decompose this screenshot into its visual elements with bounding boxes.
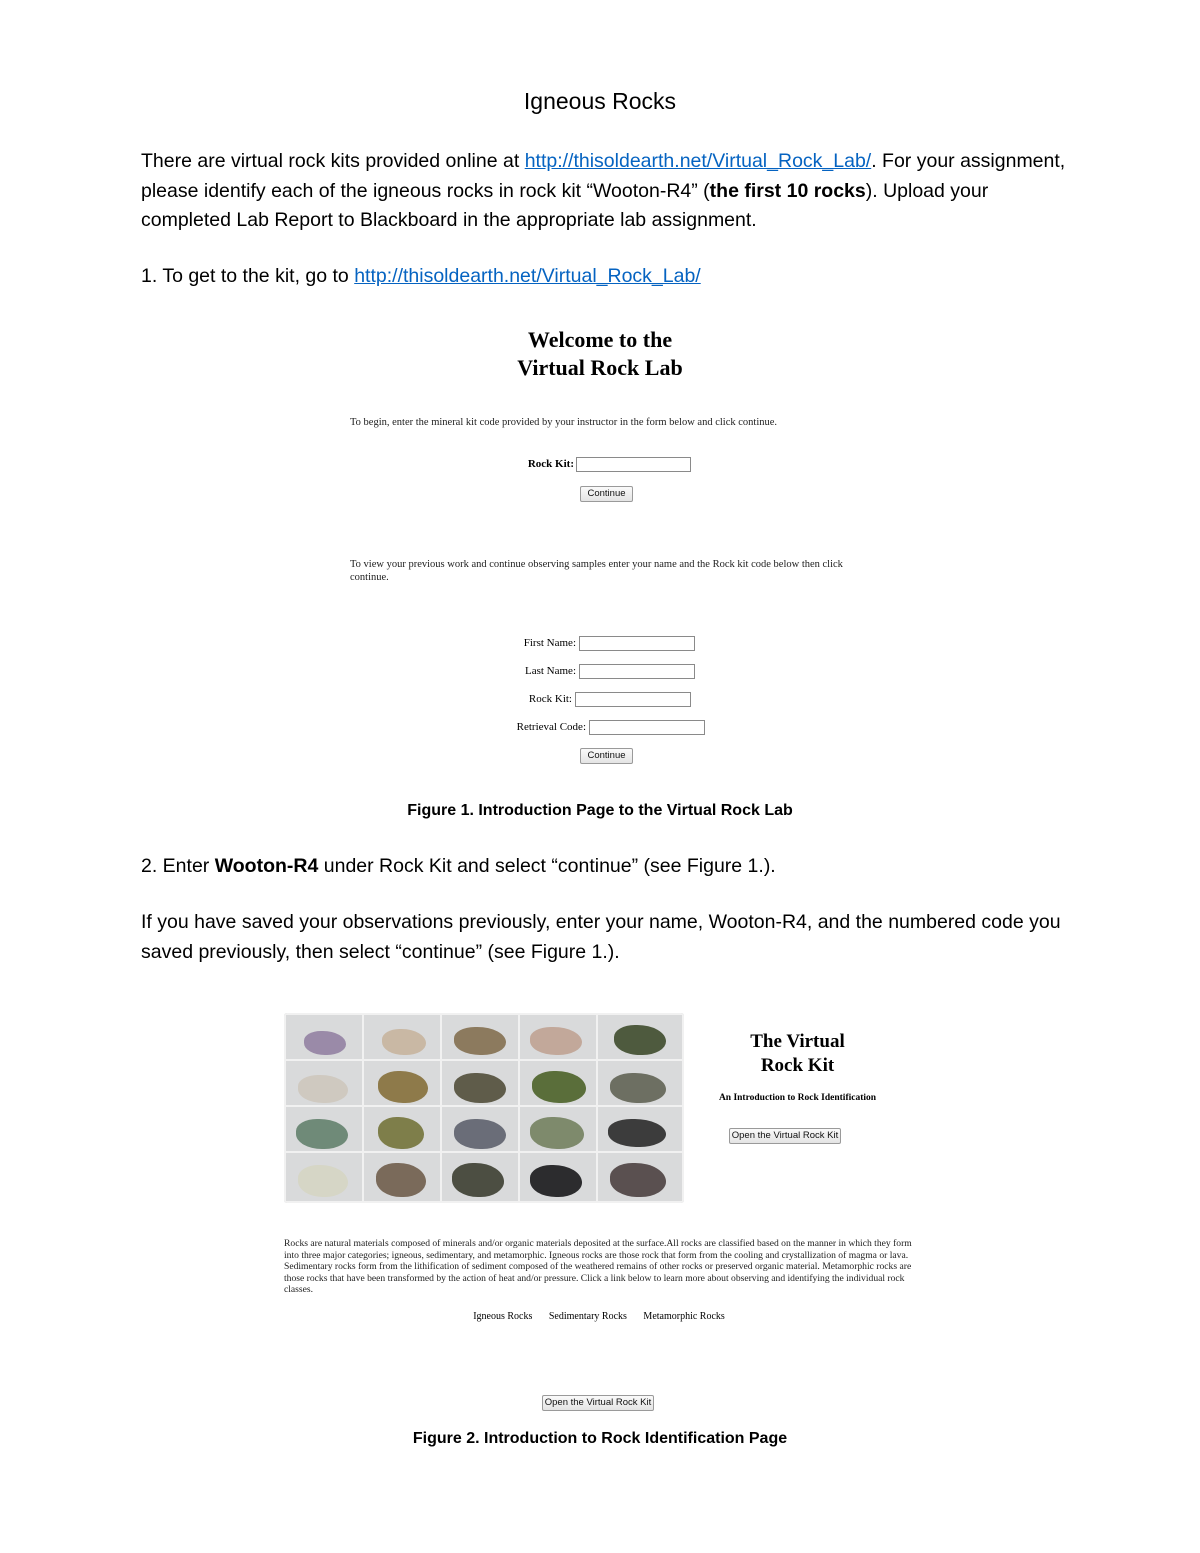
begin-instructions: To begin, enter the mineral kit code provided by your instructor in the form below and click continue. [350, 417, 778, 428]
kit-title-line-1: The Virtual [750, 1031, 845, 1052]
step-2-text-1: 2. Enter [141, 855, 215, 877]
previous-work-instructions: To view your previous work and continue observing samples enter your name and the Rock kit code below then click continue. [350, 559, 843, 583]
figure-1-caption: Figure 1. Introduction Page to the Virtual Rock Lab [407, 802, 793, 819]
rock-kit-label: Rock Kit: [527, 458, 574, 470]
step-2-text-2: under Rock Kit and select “continue” (see Figure 1.). [318, 855, 776, 877]
virtual-rock-kit-title [705, 1030, 890, 1078]
intro-text-1: There are virtual rock kits provided online at [141, 150, 525, 172]
step-1-text: 1. To get to the kit, go to [141, 265, 355, 287]
continue-button[interactable]: Continue [580, 486, 633, 502]
last-name-input[interactable] [579, 664, 695, 679]
rock-kit-label-2: Rock Kit: [528, 693, 572, 705]
sedimentary-rocks-link[interactable]: Sedimentary Rocks [548, 1311, 627, 1322]
intro-text-3: ). Upload your completed Lab Report to Blackboard in the appropriate lab assignment. [141, 179, 989, 231]
intro-text-2: . For your assignment, please identify each of the igneous rocks in rock kit “Wooton-R4” ( [141, 150, 1066, 202]
document-title: Igneous Rocks [523, 88, 677, 114]
last-name-label: Last Name: [524, 665, 576, 677]
retrieval-code-input[interactable] [589, 720, 705, 735]
step-1-link[interactable]: http://thisoldearth.net/Virtual_Rock_Lab/ [354, 265, 701, 287]
rock-kit-input[interactable] [576, 457, 691, 472]
first-name-input[interactable] [579, 636, 695, 651]
kit-subtitle: An Introduction to Rock Identification [718, 1093, 877, 1103]
open-kit-button[interactable]: Open the Virtual Rock Kit [729, 1128, 841, 1144]
intro-paragraph [141, 147, 1071, 236]
step-2 [141, 852, 1071, 882]
continue-button-2[interactable]: Continue [580, 748, 633, 764]
welcome-heading [340, 326, 860, 382]
metamorphic-rocks-link[interactable]: Metamorphic Rocks [643, 1311, 725, 1322]
step-1 [141, 262, 1071, 292]
virtual-rock-lab-link[interactable]: http://thisoldearth.net/Virtual_Rock_Lab/ [524, 150, 872, 172]
welcome-line-2: Virtual Rock Lab [517, 355, 683, 380]
rock-classes-description: Rocks are natural materials composed of minerals and/or organic materials deposited at the surface.All rocks are classified based on the manner in which they form into three major categories; igneous, sedimentary, and metamorphic. Igneous rocks are those rock that form from the cooling and crystallization of magma or lava. Sedimentary rocks form from the lithification of sediment composed of the weathered remains of other rocks or preserved organic material. Metamorphic rocks are those rocks that have been transformed by the action of heat and/or pressure. Click a link below to learn more about observing and identifying the individual rock classes. [284, 1238, 912, 1295]
first-name-label: First Name: [523, 637, 576, 649]
igneous-rocks-link[interactable]: Igneous Rocks [473, 1311, 533, 1322]
rock-kit-input-2[interactable] [575, 692, 691, 707]
kit-title-line-2: Rock Kit [760, 1055, 835, 1076]
figure-2-caption: Figure 2. Introduction to Rock Identification Page [412, 1430, 788, 1447]
rock-kit-photo [284, 1013, 684, 1203]
rock-class-links [284, 1311, 914, 1322]
figure-1 [340, 320, 860, 780]
step-2-bold: Wooton-R4 [214, 855, 319, 877]
intro-bold: the first 10 rocks [709, 179, 866, 202]
retrieval-code-label: Retrieval Code: [516, 721, 586, 733]
saved-observations-note: If you have saved your observations previously, enter your name, Wooton-R4, and the numbered code you saved previously, then select “continue” (see Figure 1.). [141, 911, 1061, 963]
welcome-line-1: Welcome to the [527, 327, 673, 352]
open-kit-button-2[interactable]: Open the Virtual Rock Kit [542, 1395, 654, 1411]
